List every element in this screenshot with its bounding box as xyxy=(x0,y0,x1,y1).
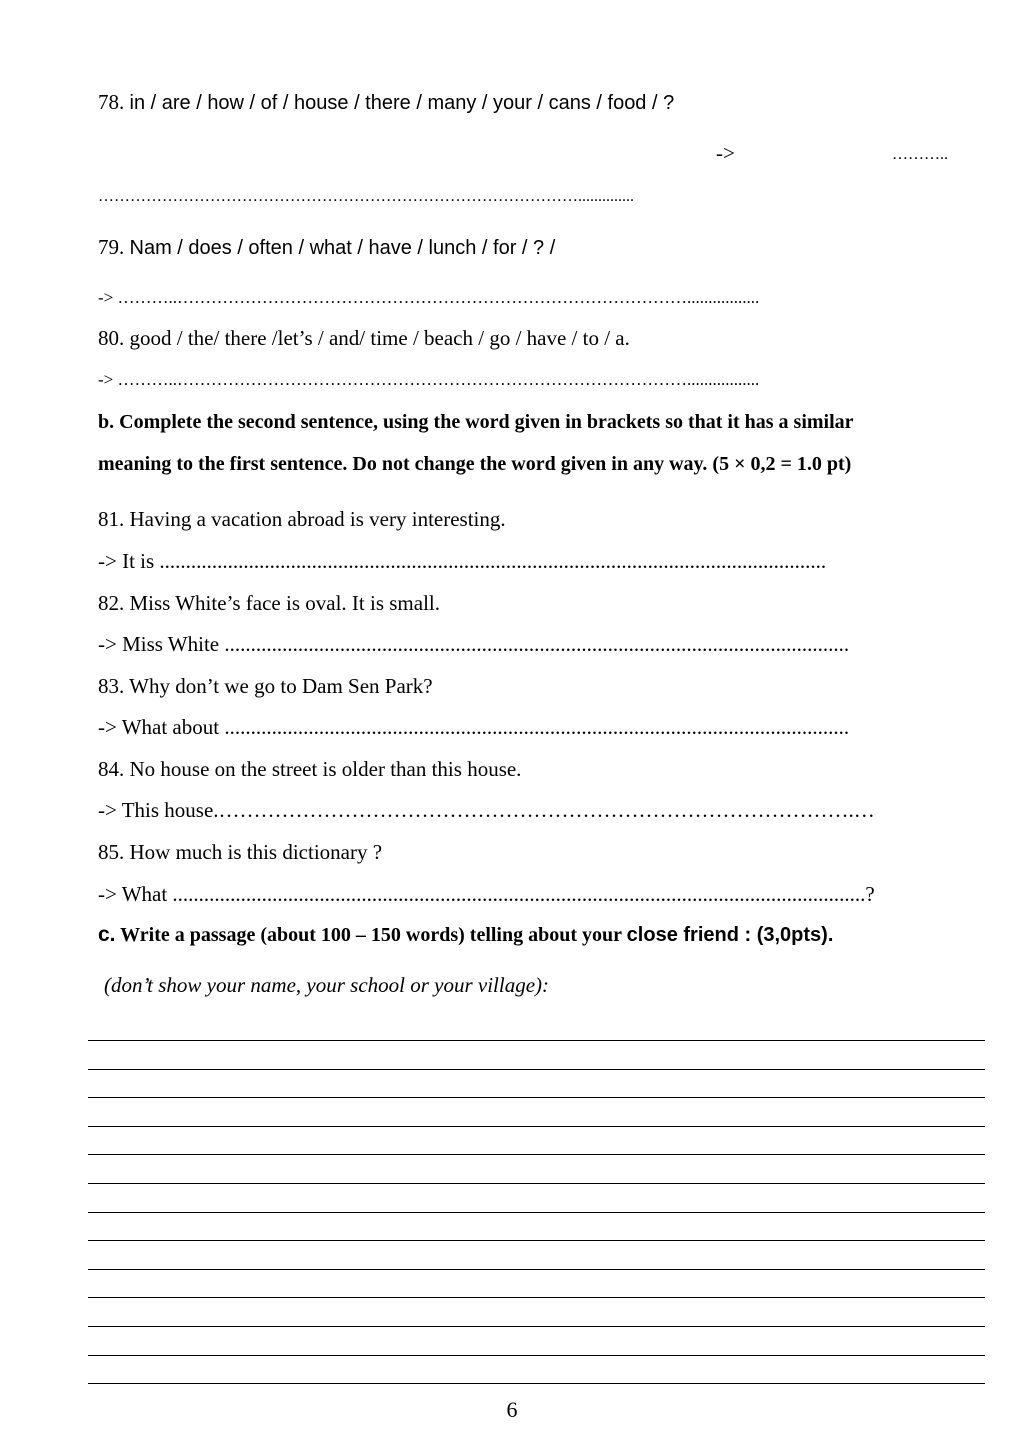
question-79 xyxy=(98,234,555,261)
question-85-prompt: 85. How much is this dictionary ? xyxy=(98,840,383,864)
section-c-note: (don’t show your name, your school or your village): xyxy=(104,973,550,997)
question-79-answer-line: -> ………..………………………………………………………………………………................. xyxy=(98,288,760,307)
question-83-answer-line: -> What about ....................................................................................................................... xyxy=(98,715,850,739)
question-81-answer-line: -> It is ............................................................................................................................... xyxy=(98,549,827,573)
section-c-instruction xyxy=(98,922,833,948)
section-b-instruction-line2: meaning to the first sentence. Do not change the word given in any way. (5 × 0,2 = 1.0 pt) xyxy=(98,453,852,475)
question-78 xyxy=(98,89,674,116)
question-85-answer-line: -> What ....................................................................................................................................? xyxy=(98,882,875,906)
writing-line xyxy=(88,1154,985,1155)
section-c-tail: close friend : (3,0pts). xyxy=(626,924,834,946)
writing-line xyxy=(88,1069,985,1070)
question-80-prompt: 80. good / the/ there /let’s / and/ time / beach / go / have / to / a. xyxy=(98,326,630,350)
writing-line xyxy=(88,1212,985,1213)
writing-line xyxy=(88,1383,985,1384)
question-81-prompt: 81. Having a vacation abroad is very interesting. xyxy=(98,507,506,531)
writing-line xyxy=(88,1183,985,1184)
question-78-answer-dots-b: ……………………………………………………………………………….............. xyxy=(98,188,634,205)
question-78-prompt: in / are / how / of / house / there / many / your / cans / food / ? xyxy=(129,92,675,114)
section-b-instruction-line1: b. Complete the second sentence, using the word given in brackets so that it has a similar xyxy=(98,411,854,433)
section-c-text: Write a passage (about 100 – 150 words) telling about your xyxy=(120,924,622,946)
question-78-number: 78. xyxy=(98,90,125,114)
writing-line xyxy=(88,1297,985,1298)
question-80-answer-line: -> ………..………………………………………………………………………………................. xyxy=(98,370,760,389)
writing-line xyxy=(88,1126,985,1127)
question-82-answer-line: -> Miss White ....................................................................................................................... xyxy=(98,632,850,656)
question-79-prompt: Nam / does / often / what / have / lunch / for / ? / xyxy=(129,237,556,259)
writing-line xyxy=(88,1355,985,1356)
question-78-answer-dots-a: ……….. xyxy=(892,146,948,163)
writing-line xyxy=(88,1326,985,1327)
writing-line xyxy=(88,1097,985,1098)
writing-line xyxy=(88,1040,985,1041)
writing-line xyxy=(88,1240,985,1241)
section-c-letter: c. xyxy=(98,923,116,946)
question-83-prompt: 83. Why don’t we go to Dam Sen Park? xyxy=(98,674,433,698)
question-84-answer-line: -> This house.……………………………………………………………………………….… xyxy=(98,798,875,822)
writing-line xyxy=(88,1269,985,1270)
question-82-prompt: 82. Miss White’s face is oval. It is small. xyxy=(98,591,440,615)
question-79-number: 79. xyxy=(98,235,125,259)
question-84-prompt: 84. No house on the street is older than this house. xyxy=(98,757,522,781)
page-number: 6 xyxy=(506,1397,518,1422)
question-78-arrow: -> xyxy=(716,141,735,165)
